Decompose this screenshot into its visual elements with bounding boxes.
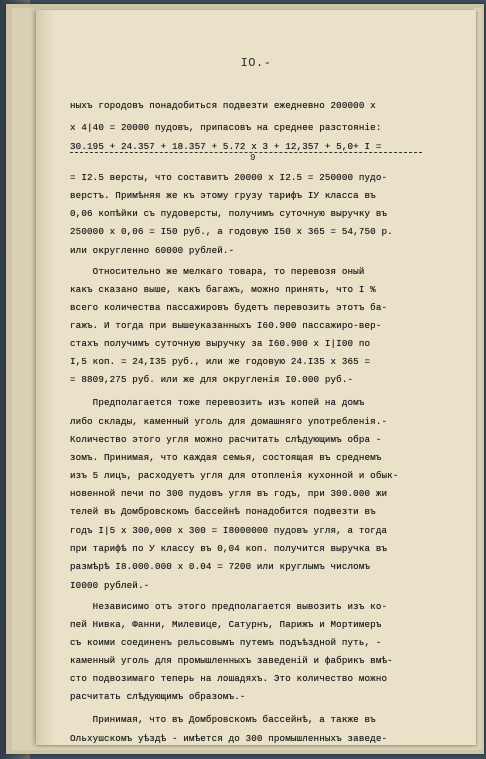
text-line: размѣрѣ I8.000.000 х 0.04 = 7200 или круглымъ числомъ [70, 561, 371, 572]
text-line: или округленно 60000 рублей.- [70, 245, 235, 256]
text-line: I0000 рублей.- [70, 580, 150, 591]
text-line: Относительно же мелкаго товара, то перевозя оный [70, 266, 365, 277]
text-line: 0,06 копѣйки съ пудоверсты, получимъ суточную выручку въ [70, 208, 388, 219]
text-line: пей Нивка, Фанни, Милевице, Сатурнъ, Парижъ и Мортимеръ [70, 619, 382, 630]
text-line: Ольхушскомъ уѣздѣ - имѣется до 300 промышленныхъ заведе- [70, 733, 388, 744]
text-line: при тарифѣ по У классу въ 0,04 коп. получится выручка въ [70, 543, 388, 554]
text-line: какъ сказано выше, какъ багажъ, можно принять, что I % [70, 284, 376, 295]
text-line: Предполагается тоже перевозить изъ копей на домъ [70, 397, 365, 408]
text-line: каменный уголь для промышленныхъ заведеній и фабрикъ вмѣ- [70, 655, 393, 666]
text-line: гажъ. И тогда при вышеуказанныхъ I60.900 пассажиро-вер- [70, 320, 382, 331]
text-line: съ коими соединенъ рельсовымъ путемъ подъѣздной путь, - [70, 637, 382, 648]
text-line: верстъ. Примѣняя же къ этому грузу тарифъ IУ класса въ [70, 190, 376, 201]
text-line: зомъ. Принимая, что каждая семья, состоящая въ среднемъ [70, 452, 382, 463]
text-line: ныхъ городовъ понадобиться подвезти ежедневно 200000 х [70, 100, 376, 111]
text-line: сто подвозимаго теперь на лошадяхъ. Это количество можно [70, 673, 388, 684]
text-line: Принимая, что въ Домбровскомъ бассейнѣ, а также въ [70, 714, 376, 725]
text-line: изъ 5 лицъ, расходуетъ угля для отопленія кухонной и обык- [70, 470, 399, 481]
fraction-denominator: 9 [250, 152, 256, 163]
text-line: расчитать слѣдующимъ образомъ.- [70, 691, 246, 702]
text-line: годъ I|5 х 300,000 х 300 = I8000000 пудовъ угля, а тогда [70, 525, 388, 536]
text-line: новенной печи по 300 пудовъ угля въ годъ, при 300.000 жи [70, 488, 388, 499]
text-line: = 8809,275 руб. или же для округленія I0.000 руб.- [70, 374, 354, 385]
text-line: 30.195 + 24.357 + 18.357 + 5.72 х 3 + 12,357 + 5,0+ I = [70, 141, 382, 152]
text-line: либо склады, каменный уголь для домашняго употребленія.- [70, 416, 388, 427]
text-line: телей въ Домбровскомъ бассейнѣ понадобится подвезти въ [70, 506, 376, 517]
text-line: 250000 х 0,06 = I50 руб., а годовую I50 х 365 = 54,750 р. [70, 226, 393, 237]
text-line: всего количества пассажировъ будетъ перевозить этотъ ба- [70, 302, 388, 313]
page-number: IO.- [240, 56, 272, 70]
text-line: Независимо отъ этого предполагается вывозить изъ ко- [70, 601, 388, 612]
document-page [36, 10, 476, 745]
text-line: х 4|40 = 20000 пудовъ, припасовъ на среднее разстояніе: [70, 122, 382, 133]
fraction-bar [70, 152, 422, 153]
text-line: стахъ получимъ суточную выручку за I60.900 х I|I00 по [70, 338, 371, 349]
text-line: Количество этого угля можно расчитать слѣдующимъ обра - [70, 434, 382, 445]
text-line: I,5 коп. = 24,I35 руб., или же годовую 24.I35 х 365 = [70, 356, 371, 367]
text-line: = I2.5 версты, что составитъ 20000 х I2.5 = 250000 пудо- [70, 172, 388, 183]
